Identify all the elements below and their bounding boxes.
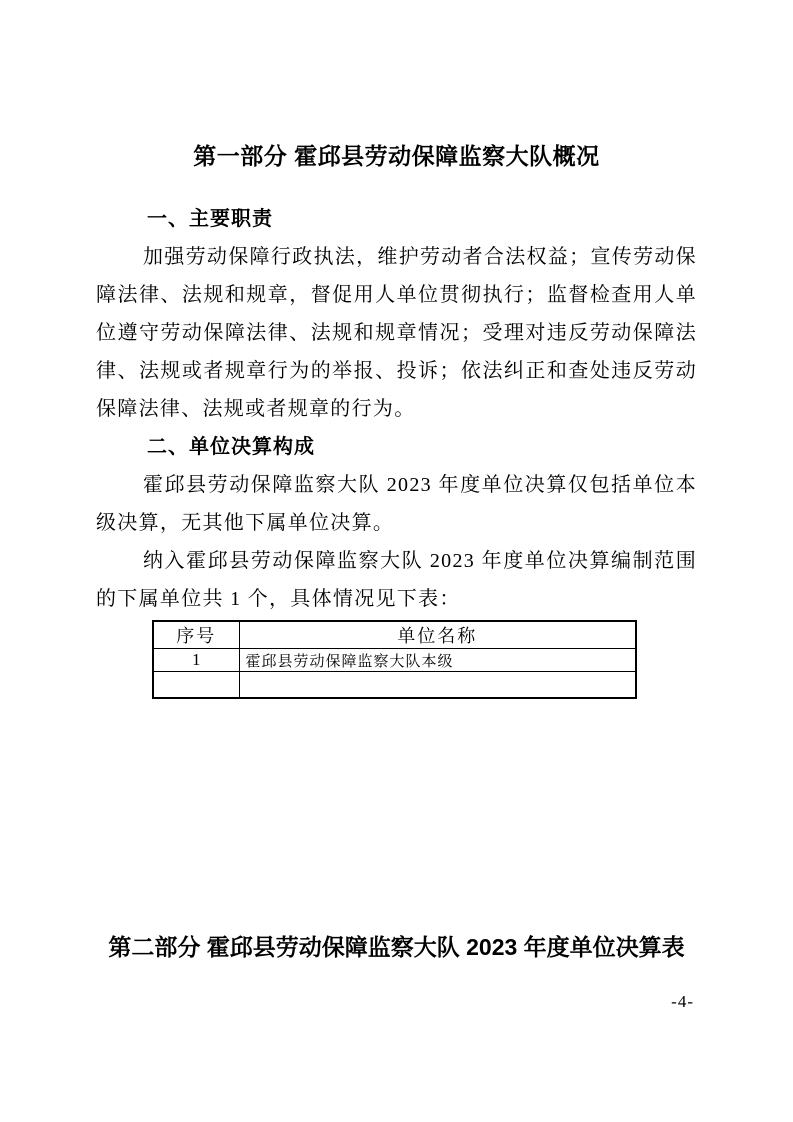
section2-heading: 二、单位决算构成 bbox=[147, 436, 315, 458]
units-table-header-name: 单位名称 bbox=[239, 621, 636, 649]
units-table-header-row bbox=[153, 621, 636, 649]
section1-paragraph: 加强劳动保障行政执法，维护劳动者合法权益；宣传劳动保障法律、法规和规章，督促用人单位贯彻执行；监督检查用人单位遵守劳动保障法律、法规和规章情况；受理对违反劳动保障法律、法规或者规章行为的举报、投诉；依法纠正和查处违反劳动保障法律、法规或者规章的行为。 bbox=[96, 246, 697, 420]
part1-title: 第一部分 霍邱县劳动保障监察大队概况 bbox=[193, 143, 600, 169]
page-number: -4- bbox=[671, 992, 694, 1011]
section1-heading: 一、主要职责 bbox=[147, 208, 273, 230]
units-table-header-index: 序号 bbox=[153, 621, 239, 649]
section2-paragraph-2: 纳入霍邱县劳动保障监察大队 2023 年度单位决算编制范围的下属单位共 1 个，具体情况见下表： bbox=[96, 550, 697, 610]
section2-paragraph-1: 霍邱县劳动保障监察大队 2023 年度单位决算仅包括单位本级决算，无其他下属单位决算。 bbox=[96, 474, 697, 534]
unit-row-name: 霍邱县劳动保障监察大队本级 bbox=[239, 649, 636, 672]
table-row-empty bbox=[153, 672, 636, 698]
unit-row-index: 1 bbox=[153, 649, 239, 672]
unit-row-index-empty bbox=[153, 672, 239, 698]
table-row bbox=[153, 649, 636, 672]
units-table bbox=[152, 620, 637, 699]
unit-row-name-empty bbox=[239, 672, 636, 698]
part2-title: 第二部分 霍邱县劳动保障监察大队 2023 年度单位决算表 bbox=[108, 934, 685, 960]
